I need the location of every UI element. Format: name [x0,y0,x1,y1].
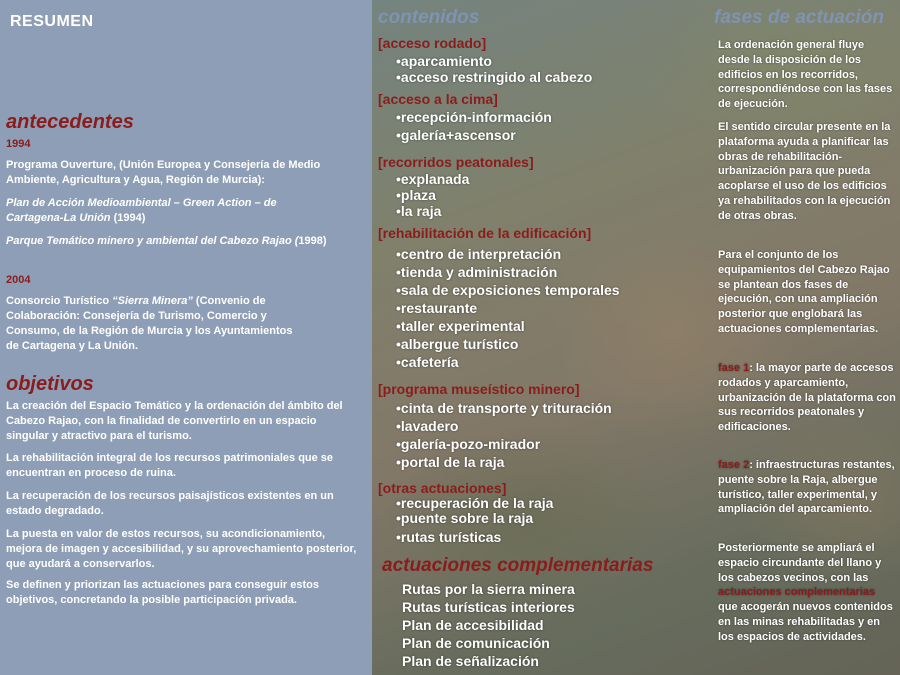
left-panel [0,0,372,675]
complementaria-item: Rutas por la sierra minera [402,581,575,597]
list-item: •puente sobre la raja [396,510,534,526]
fases-paragraph: La ordenación general fluye desde la disposición de los edificios en los recorridos, correspondiéndose con las fases de ejecución. [718,39,893,111]
year-2004: 2004 [6,274,31,286]
group-acceso-rodado: [acceso rodado] [378,35,487,51]
list-item: •cinta de transporte y trituración [396,400,612,416]
antecedentes-paragraph: Parque Temático minero y ambiental del Cabezo Rajao (1998) [6,235,327,247]
list-item: •taller experimental [396,318,525,334]
list-item: •sala de exposiciones temporales [396,282,620,298]
year-1994: 1994 [6,138,31,150]
group-programa-museistico: [programa museístico minero] [378,381,580,397]
fases-heading: fases de actuación [714,7,885,28]
list-item: •galería+ascensor [396,127,516,143]
list-item: •plaza [396,187,436,203]
fase2-paragraph: fase 2: infraestructuras restantes, puente sobre la Raja, albergue turístico, taller experimental, y ampliación del aparcamiento. [718,459,895,516]
right-panel-aerial-photo [372,0,900,675]
contenidos-heading: contenidos [378,7,480,28]
list-item: •cafetería [396,354,459,370]
list-item: •recuperación de la raja [396,495,554,511]
list-item: •lavadero [396,418,459,434]
list-item: •explanada [396,171,470,187]
objetivos-paragraph: La rehabilitación integral de los recursos patrimoniales que se encuentran en proceso de ruina. [6,452,334,479]
list-item: •rutas turísticas [396,529,502,545]
group-rehabilitacion: [rehabilitación de la edificación] [378,225,592,241]
list-item: •portal de la raja [396,454,505,470]
fase1-paragraph: fase 1: la mayor parte de accesos rodados y aparcamiento, urbanización de la plataforma con sus recorridos peatonales y edificaciones. [718,362,896,434]
complementaria-item: Rutas turísticas interiores [402,599,575,615]
objetivos-paragraph: La puesta en valor de estos recursos, su acondicionamiento, mejora de imagen y accesibilidad, y su aprovechamiento posterior, que ayudará a conservarlos. [6,528,357,570]
fases-paragraph: Posteriormente se ampliará el espacio circundante del llano y los cabezos vecinos, con las actuaciones complementarias que acogerán nuevos contenidos en las minas rehabilitadas y en los espacios de actividades. [718,542,893,643]
antecedentes-paragraph: Programa Ouverture, (Unión Europea y Consejería de Medio Ambiente, Agricultura y Agua, Región de Murcia): [6,159,321,186]
antecedentes-paragraph: Consorcio Turístico “Sierra Minera” (Convenio de Colaboración: Consejería de Turismo, Comercio y Consumo, de la Región de Murcia y los Ayuntamientos de Cartagena y La Unión. [6,295,293,352]
list-item: •recepción-información [396,109,552,125]
group-otras-actuaciones: [otras actuaciones] [378,480,507,496]
complementaria-item: Plan de señalización [402,653,539,669]
complementarias-heading: actuaciones complementarias [382,555,654,576]
objetivos-paragraph: La recuperación de los recursos paisajísticos existentes en un estado degradado. [6,490,334,517]
list-item: •albergue turístico [396,336,519,352]
fases-paragraph: El sentido circular presente en la plataforma ayuda a planificar las obras de rehabilitación-urbanización para que pueda acoplarse el uso de los edificios ya rehabilitados con la ejecución de otras obras. [718,121,891,222]
list-item: •aparcamiento [396,53,492,69]
list-item: •centro de interpretación [396,246,562,262]
antecedentes-paragraph: Plan de Acción Medioambiental – Green Action – de Cartagena-La Unión (1994) [6,197,277,224]
list-item: •la raja [396,203,442,219]
fases-paragraph: Para el conjunto de los equipamientos del Cabezo Rajao se plantean dos fases de ejecución, con una ampliación posterior que englobará las actuaciones complementarias. [718,249,890,335]
objetivos-heading: objetivos [6,373,94,395]
resumen-title: RESUMEN [10,13,94,30]
complementaria-item: Plan de comunicación [402,635,550,651]
antecedentes-heading: antecedentes [6,111,134,133]
list-item: •tienda y administración [396,264,558,280]
group-recorridos: [recorridos peatonales] [378,154,534,170]
objetivos-paragraph: Se definen y priorizan las actuaciones para conseguir estos objetivos, concretando la posible participación privada. [6,579,319,606]
group-acceso-cima: [acceso a la cima] [378,91,498,107]
list-item: •galería-pozo-mirador [396,436,541,452]
objetivos-paragraph: La creación del Espacio Temático y la ordenación del ámbito del Cabezo Rajao, con la finalidad de convertirlo en un espacio singular y atractivo para el turismo. [6,400,343,442]
list-item: •acceso restringido al cabezo [396,69,593,85]
list-item: •restaurante [396,300,478,316]
complementaria-item: Plan de accesibilidad [402,617,544,633]
